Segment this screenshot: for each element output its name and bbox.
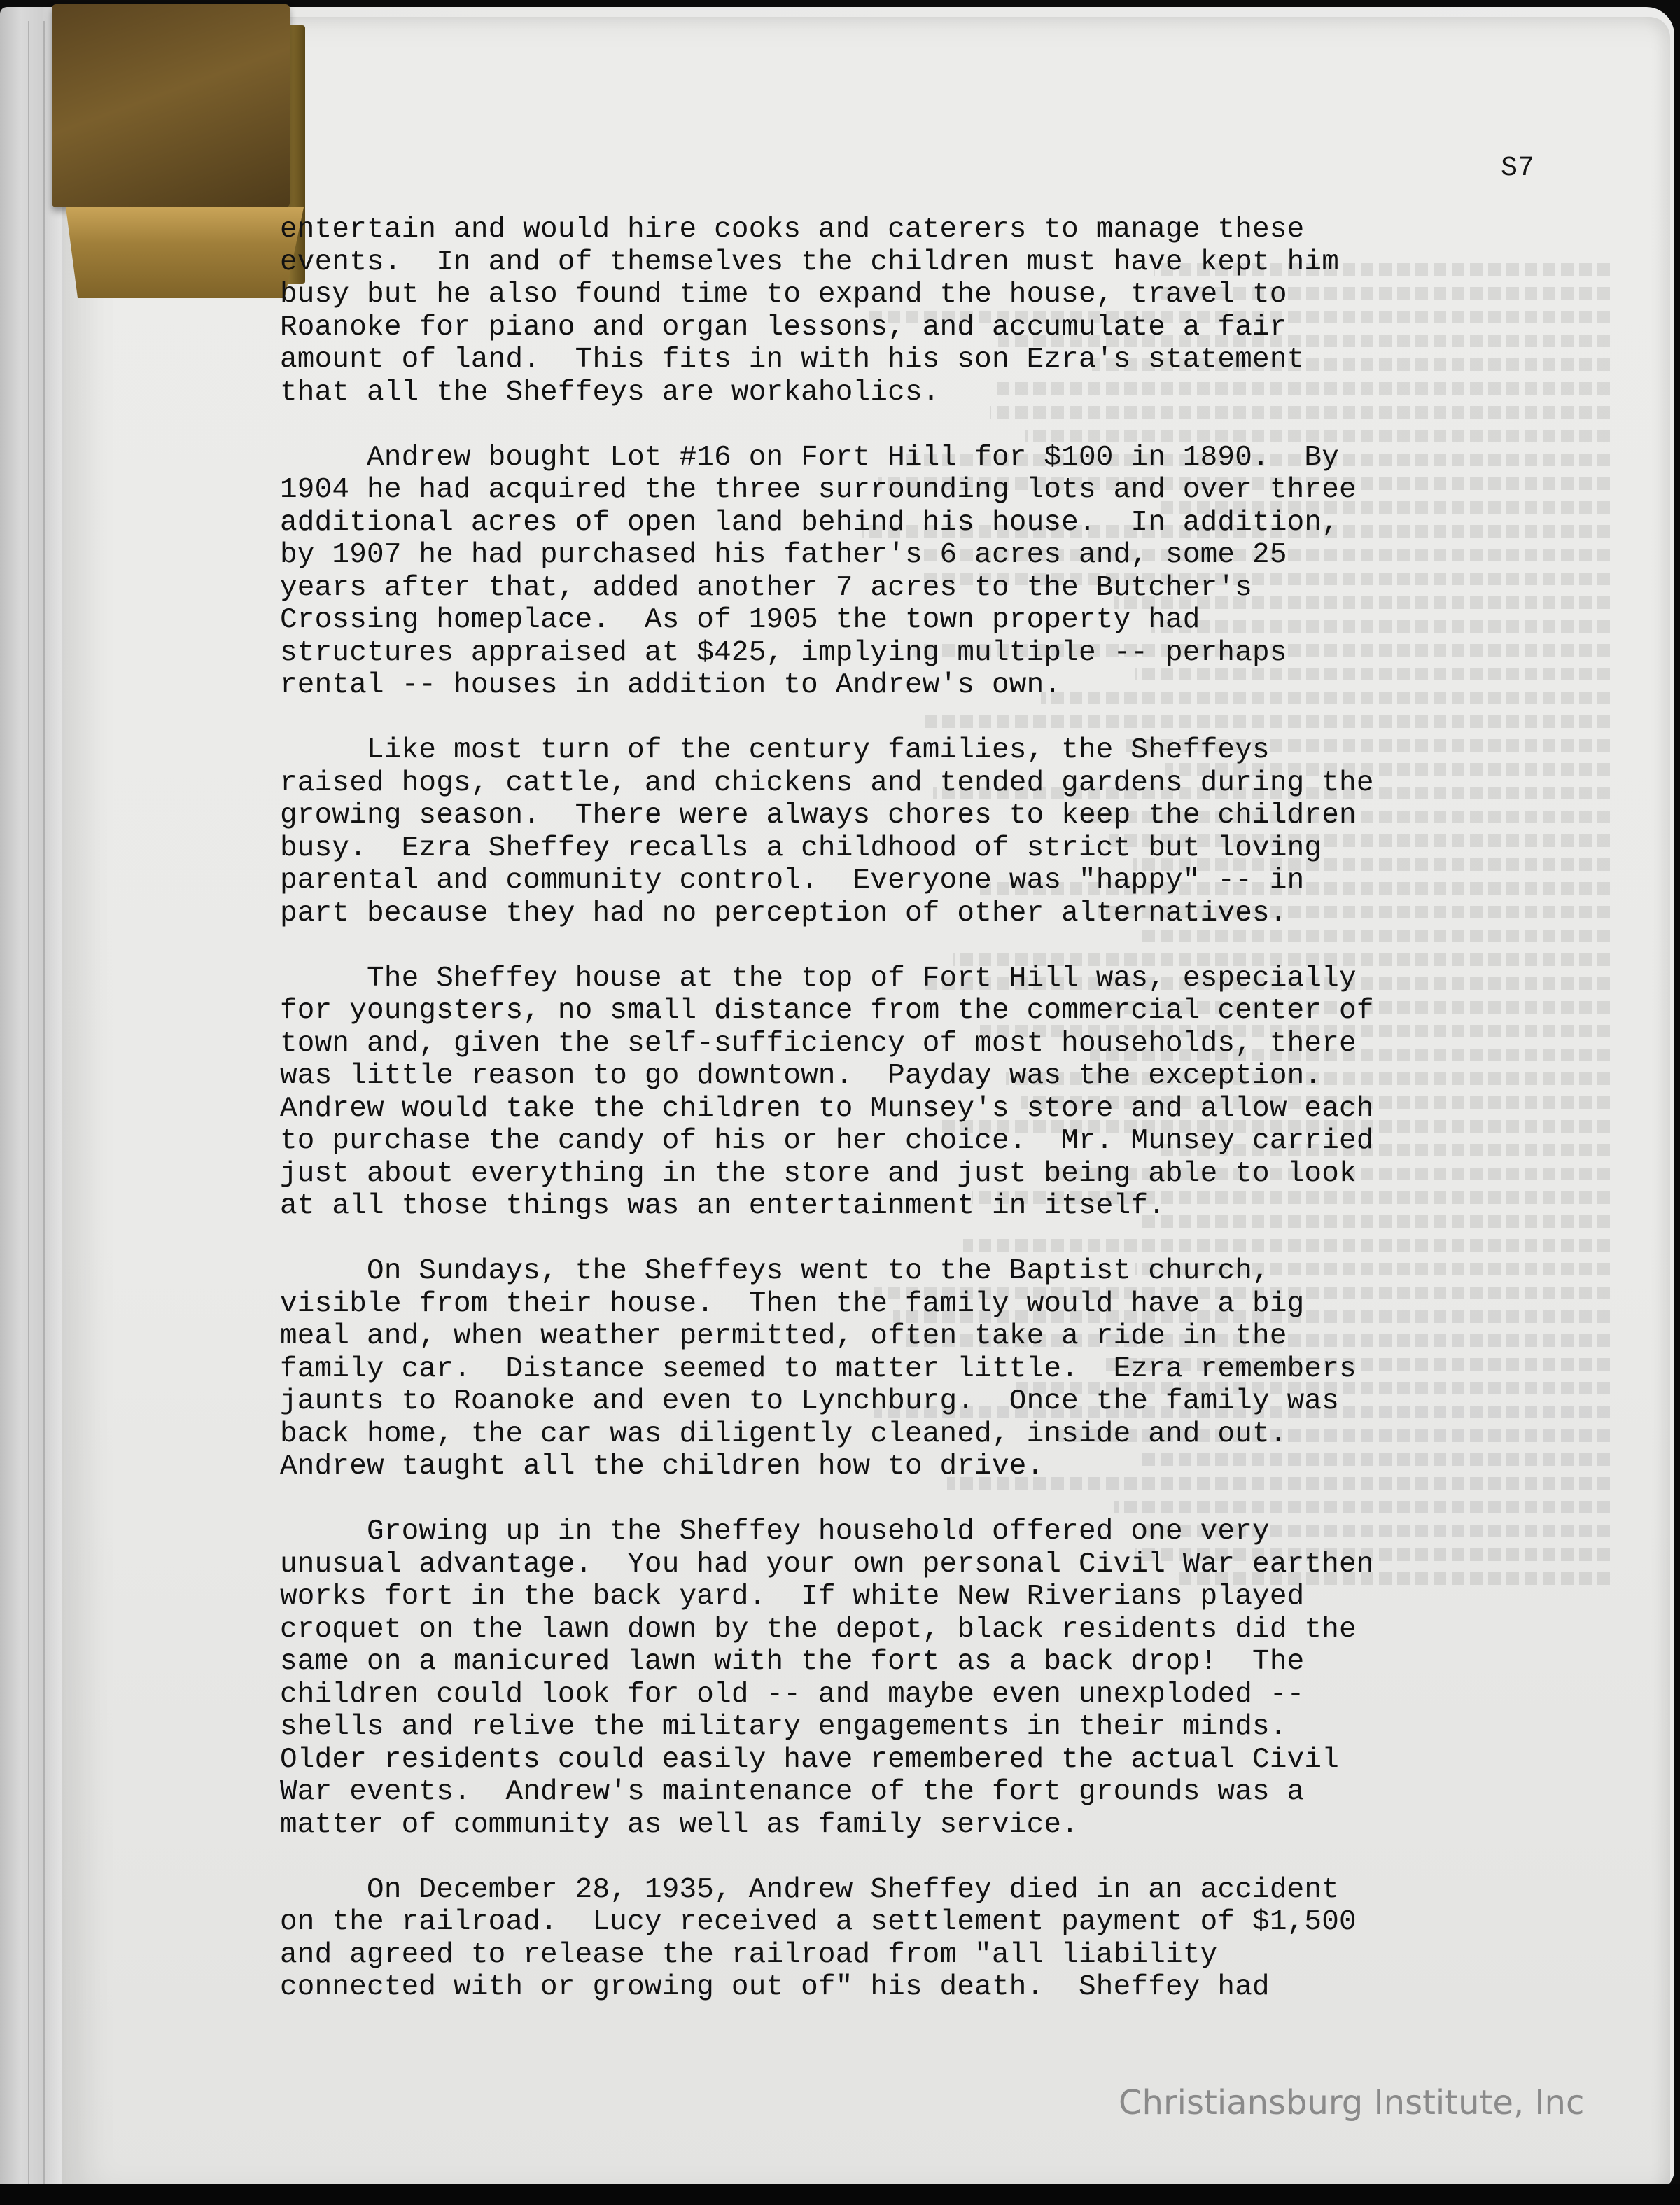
text-line: back home, the car was diligently cleaned, inside and out. (280, 1418, 1287, 1450)
paragraph (280, 1255, 1554, 1483)
text-line: by 1907 he had purchased his father's 6 acres and, some 25 (280, 539, 1287, 571)
text-line: structures appraised at $425, implying multiple -- perhaps (280, 636, 1287, 669)
paragraph (280, 734, 1554, 930)
text-line: connected with or growing out of" his death. Sheffey had (280, 1971, 1270, 2003)
text-line: busy. Ezra Sheffey recalls a childhood of strict but loving (280, 832, 1322, 864)
text-line: entertain and would hire cooks and caterers to manage these (280, 214, 1305, 246)
text-line: events. In and of themselves the children must have kept him (280, 246, 1340, 279)
paragraph (280, 442, 1554, 702)
text-line: Growing up in the Sheffey household offered one very (280, 1516, 1270, 1548)
paragraph (280, 962, 1554, 1223)
text-line: visible from their house. Then the family would have a big (280, 1287, 1305, 1320)
body-text (280, 214, 1554, 2036)
text-line: same on a manicured lawn with the fort as a back drop! The (280, 1646, 1305, 1678)
paragraph (280, 1516, 1554, 1841)
text-line: rental -- houses in addition to Andrew's own. (280, 669, 1062, 701)
text-line: town and, given the self-sufficiency of most households, there (280, 1027, 1357, 1060)
text-line: Older residents could easily have remembered the actual Civil (280, 1743, 1340, 1776)
text-line: Andrew would take the children to Munsey's store and allow each (280, 1092, 1374, 1125)
text-line: raised hogs, cattle, and chickens and tended gardens during the (280, 766, 1374, 799)
clip-body (52, 4, 290, 207)
page-number: S7 (1501, 153, 1535, 184)
text-line: Crossing homeplace. As of 1905 the town property had (280, 604, 1200, 636)
text-line: busy but he also found time to expand the house, travel to (280, 279, 1287, 311)
text-line: The Sheffey house at the top of Fort Hill was, especially (280, 962, 1357, 995)
paragraph (280, 1874, 1554, 2004)
text-line: matter of community as well as family service. (280, 1808, 1079, 1841)
text-line: children could look for old -- and maybe even unexploded -- (280, 1678, 1305, 1711)
text-line: unusual advantage. You had your own personal Civil War earthen (280, 1548, 1374, 1581)
text-line: works fort in the back yard. If white New Riverians played (280, 1581, 1305, 1613)
watermark: Christiansburg Institute, Inc (1119, 2083, 1585, 2122)
text-line: on the railroad. Lucy received a settlement payment of $1,500 (280, 1906, 1357, 1938)
text-line: jaunts to Roanoke and even to Lynchburg. Once the family was (280, 1385, 1340, 1418)
stack-edge (28, 21, 29, 2184)
text-line: that all the Sheffeys are workaholics. (280, 376, 940, 409)
text-line: On Sundays, the Sheffeys went to the Baptist church, (280, 1255, 1270, 1287)
text-line: and agreed to release the railroad from "all liability (280, 1938, 1218, 1971)
text-line: On December 28, 1935, Andrew Sheffey died in an accident (280, 1873, 1340, 1906)
text-line: croquet on the lawn down by the depot, black residents did the (280, 1613, 1357, 1646)
text-line: Like most turn of the century families, the Sheffeys (280, 734, 1270, 766)
text-line: 1904 he had acquired the three surrounding lots and over three (280, 474, 1357, 506)
text-line: was little reason to go downtown. Payday was the exception. (280, 1060, 1322, 1092)
text-line: part because they had no perception of other alternatives. (280, 897, 1287, 930)
text-line: Roanoke for piano and organ lessons, and accumulate a fair (280, 311, 1287, 344)
text-line: meal and, when weather permitted, often take a ride in the (280, 1320, 1287, 1352)
text-line: family car. Distance seemed to matter little. Ezra remembers (280, 1352, 1357, 1385)
text-line: Andrew bought Lot #16 on Fort Hill for $100 in 1890. By (280, 441, 1340, 474)
text-line: additional acres of open land behind his house. In addition, (280, 506, 1340, 539)
text-line: shells and relive the military engagements in their minds. (280, 1711, 1287, 1743)
text-line: for youngsters, no small distance from the commercial center of (280, 995, 1374, 1027)
stack-edge (43, 21, 45, 2184)
clip-lip (66, 207, 304, 298)
text-line: War events. Andrew's maintenance of the fort grounds was a (280, 1776, 1305, 1808)
bottom-shadow (0, 2184, 1680, 2205)
text-line: at all those things was an entertainment in itself. (280, 1190, 1166, 1222)
text-line: parental and community control. Everyone was "happy" -- in (280, 864, 1305, 897)
text-line: amount of land. This fits in with his son Ezra's statement (280, 344, 1305, 376)
paragraph (280, 214, 1554, 409)
text-line: to purchase the candy of his or her choice. Mr. Munsey carried (280, 1125, 1374, 1157)
text-line: growing season. There were always chores to keep the children (280, 799, 1357, 832)
text-line: just about everything in the store and just being able to look (280, 1157, 1357, 1190)
text-line: Andrew taught all the children how to drive. (280, 1450, 1044, 1483)
text-line: years after that, added another 7 acres to the Butcher's (280, 571, 1253, 604)
